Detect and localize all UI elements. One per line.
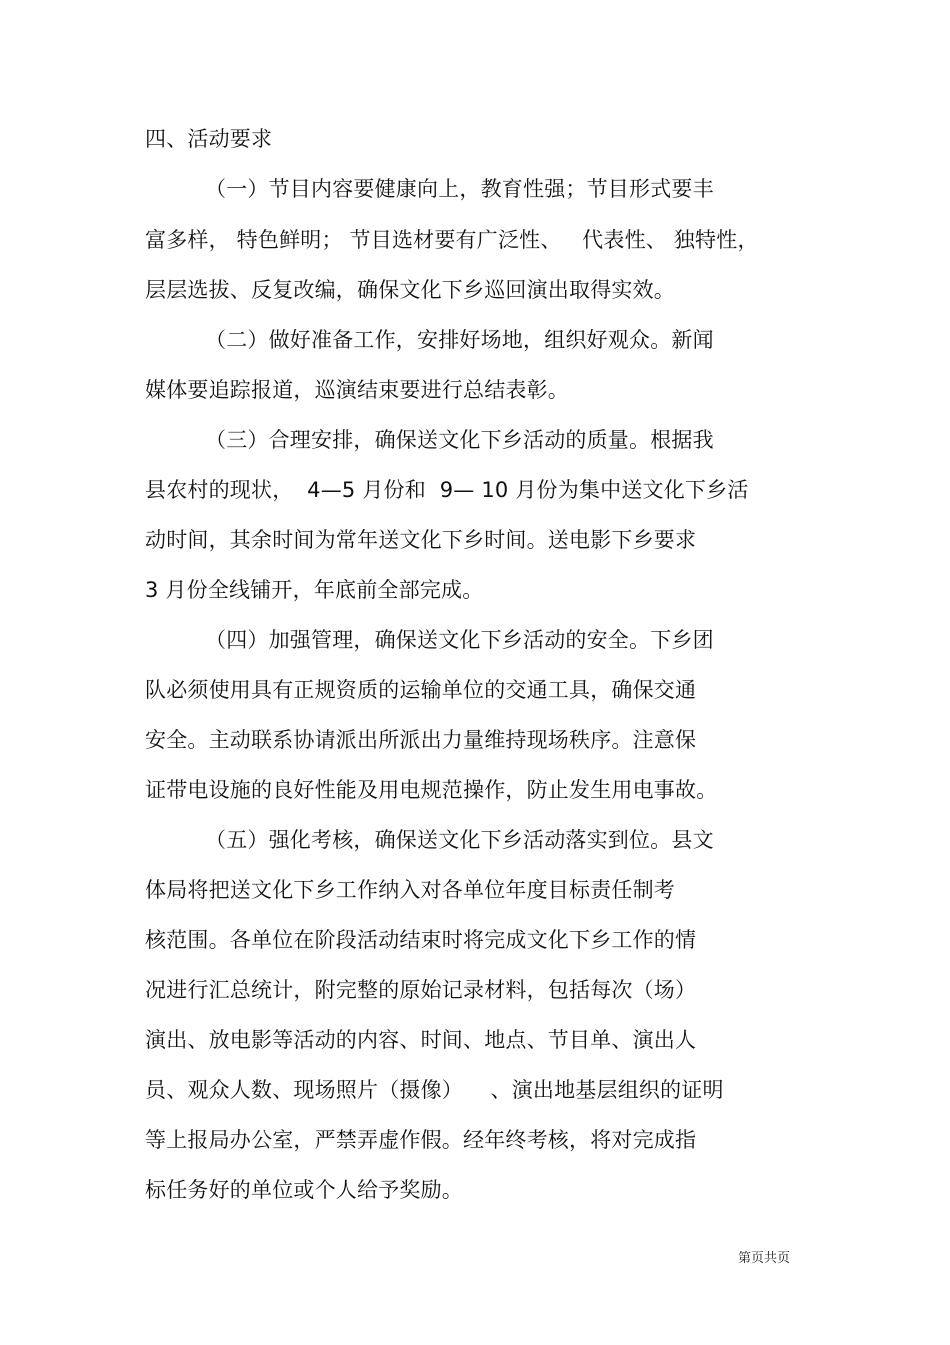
paragraph-3-line-2: 县农村的现状， 4—5 月份和 9— 10 月份为集中送文化下乡活 (145, 478, 749, 502)
paragraph-1-line-2: 富多样， 特色鲜明； 节目选材要有广泛性、 代表性、 独特性， (145, 228, 759, 252)
paragraph-1-line-1: （一）节目内容要健康向上，教育性强；节目形式要丰 (205, 177, 714, 201)
paragraph-1-line-3: 层层选拔、反复改编，确保文化下乡巡回演出取得实效。 (145, 278, 675, 302)
paragraph-3-line-4: 3 月份全线铺开，年底前全部完成。 (145, 578, 484, 602)
paragraph-5-line-1: （五）强化考核，确保送文化下乡活动落实到位。县文 (205, 828, 714, 852)
section-heading: 四、活动要求 (145, 127, 273, 151)
paragraph-5-line-6: 员、观众人数、现场照片（摄像） 、演出地基层组织的证明 (145, 1078, 724, 1102)
paragraph-5-line-5: 演出、放电影等活动的内容、时间、地点、节目单、演出人 (145, 1028, 697, 1052)
page-footer: 第页共页 (738, 1251, 791, 1266)
paragraph-2-line-2: 媒体要追踪报道，巡演结束要进行总结表彰。 (145, 378, 569, 402)
paragraph-5-line-7: 等上报局办公室，严禁弄虚作假。经年终考核，将对完成指 (145, 1128, 697, 1152)
paragraph-5-line-8: 标任务好的单位或个人给予奖励。 (145, 1178, 463, 1202)
paragraph-4-line-4: 证带电设施的良好性能及用电规范操作，防止发生用电事故。 (145, 778, 718, 802)
paragraph-3-line-1: （三）合理安排，确保送文化下乡活动的质量。根据我 (205, 428, 714, 452)
paragraph-4-line-2: 队必须使用具有正规资质的运输单位的交通工具，确保交通 (145, 678, 697, 702)
paragraph-3-line-3: 动时间，其余时间为常年送文化下乡时间。送电影下乡要求 (145, 528, 697, 552)
paragraph-5-line-3: 核范围。各单位在阶段活动结束时将完成文化下乡工作的情 (145, 928, 697, 952)
paragraph-2-line-1: （二）做好准备工作，安排好场地，组织好观众。新闻 (205, 328, 714, 352)
paragraph-5-line-4: 况进行汇总统计，附完整的原始记录材料，包括每次（场） (145, 978, 697, 1002)
paragraph-5-line-2: 体局将把送文化下乡工作纳入对各单位年度目标责任制考 (145, 878, 675, 902)
paragraph-4-line-1: （四）加强管理，确保送文化下乡活动的安全。下乡团 (205, 628, 714, 652)
paragraph-4-line-3: 安全。主动联系协请派出所派出力量维持现场秩序。注意保 (145, 728, 697, 752)
